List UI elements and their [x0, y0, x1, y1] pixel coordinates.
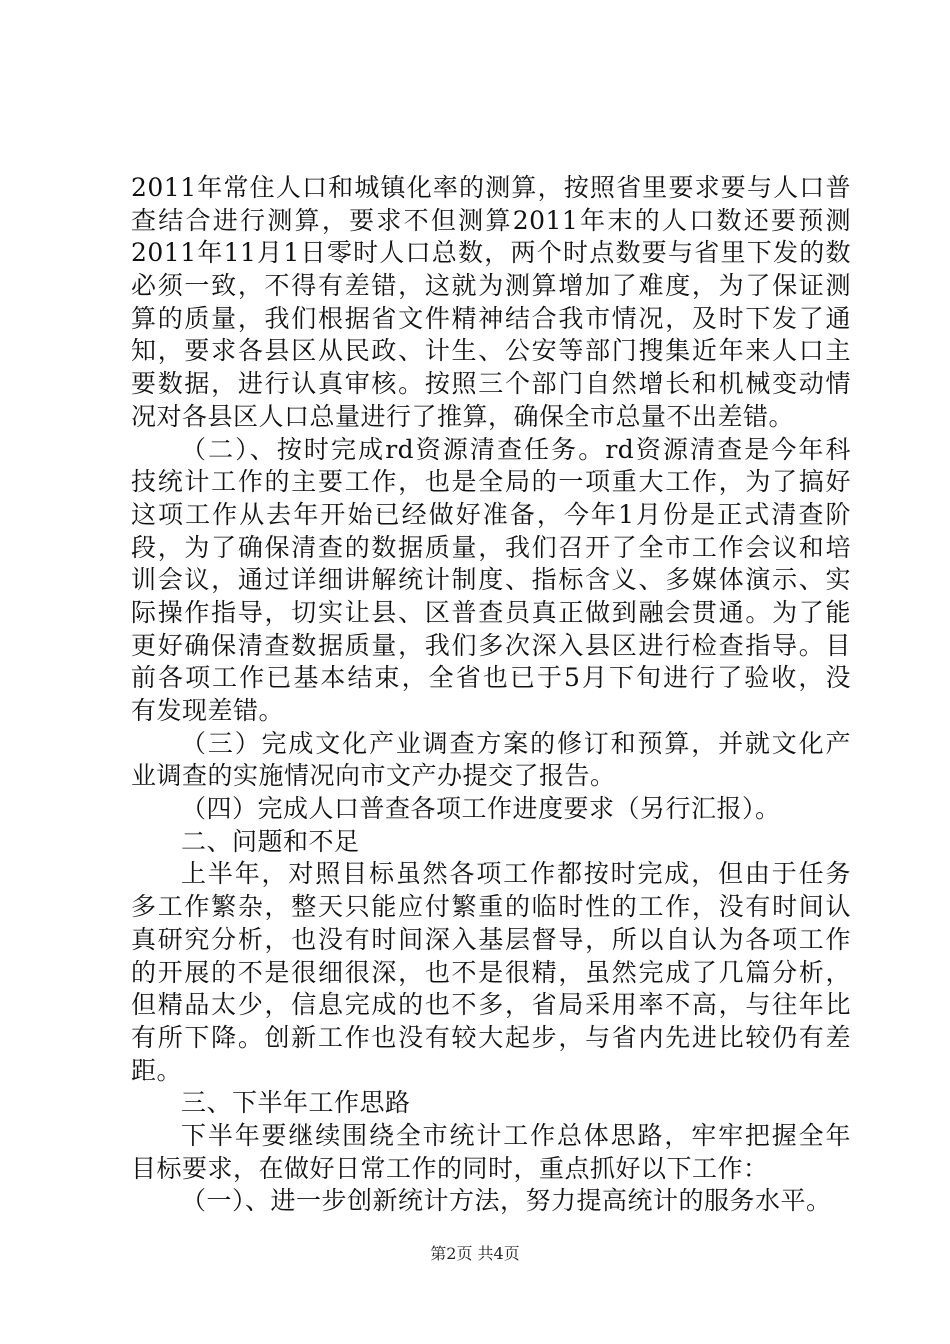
- text-line: 前各项工作已基本结束，全省也已于5月下旬进行了验收，没: [131, 663, 851, 693]
- text-line: 二、问题和不足: [181, 826, 360, 856]
- text-line: 知，要求各县区从民政、计生、公安等部门搜集近年来人口主: [131, 336, 851, 366]
- text-line: 必须一致，不得有差错，这就为测算增加了难度，为了保证测: [131, 271, 851, 301]
- text-line: 距。: [131, 1055, 183, 1085]
- text-line: 更好确保清查数据质量，我们多次深入县区进行检查指导。目: [131, 630, 851, 660]
- document-body: [131, 172, 851, 1218]
- text-line: （四）完成人口普查各项工作进度要求（另行汇报）。: [181, 794, 781, 824]
- text-line: 多工作繁杂，整天只能应付繁重的临时性的工作，没有时间认: [131, 892, 851, 922]
- text-line: 际操作指导，切实让县、区普查员真正做到融会贯通。为了能: [131, 597, 851, 627]
- text-line: 段，为了确保清查的数据质量，我们召开了全市工作会议和培: [131, 532, 851, 562]
- text-line: 真研究分析，也没有时间深入基层督导，所以自认为各项工作: [131, 924, 851, 954]
- text-line: 下半年要继续围绕全市统计工作总体思路，牢牢把握全年: [181, 1120, 851, 1150]
- text-line: 要数据，进行认真审核。按照三个部门自然增长和机械变动情: [131, 369, 851, 399]
- text-line: 三、下半年工作思路: [181, 1088, 411, 1118]
- text-line: （一）、进一步创新统计方法，努力提高统计的服务水平。: [181, 1186, 832, 1216]
- text-line: 目标要求，在做好日常工作的同时，重点抓好以下工作：: [131, 1153, 769, 1183]
- page-footer: 第2页 共4页: [430, 1244, 520, 1263]
- text-line: 这项工作从去年开始已经做好准备，今年1月份是正式清查阶: [131, 499, 851, 529]
- text-line: 业调查的实施情况向市文产办提交了报告。: [131, 761, 616, 791]
- text-line: 况对各县区人口总量进行了推算，确保全市总量不出差错。: [131, 401, 795, 431]
- text-line: 有发现差错。: [131, 696, 285, 725]
- text-line: （三）完成文化产业调查方案的修订和预算，并就文化产: [181, 728, 851, 758]
- text-line: 算的质量，我们根据省文件精神结合我市情况，及时下发了通: [131, 303, 851, 333]
- text-line: （二）、按时完成rd资源清查任务。rd资源清查是今年科: [181, 434, 851, 464]
- text-line: 2011年11月1日零时人口总数，两个时点数要与省里下发的数: [131, 238, 851, 268]
- text-line: 查结合进行测算，要求不但测算2011年末的人口数还要预测: [131, 205, 851, 235]
- text-line: 技统计工作的主要工作，也是全局的一项重大工作，为了搞好: [131, 467, 851, 497]
- text-line: 上半年，对照目标虽然各项工作都按时完成，但由于任务: [181, 859, 851, 889]
- text-line: 训会议，通过详细讲解统计制度、指标含义、多媒体演示、实: [131, 565, 851, 595]
- text-line: 的开展的不是很细很深，也不是很精，虽然完成了几篇分析，: [131, 957, 851, 987]
- text-line: 但精品太少，信息完成的也不多，省局采用率不高，与往年比: [131, 990, 851, 1020]
- text-line: 2011年常住人口和城镇化率的测算，按照省里要求要与人口普: [131, 173, 851, 202]
- text-line: 有所下降。创新工作也没有较大起步，与省内先进比较仍有差: [131, 1022, 851, 1052]
